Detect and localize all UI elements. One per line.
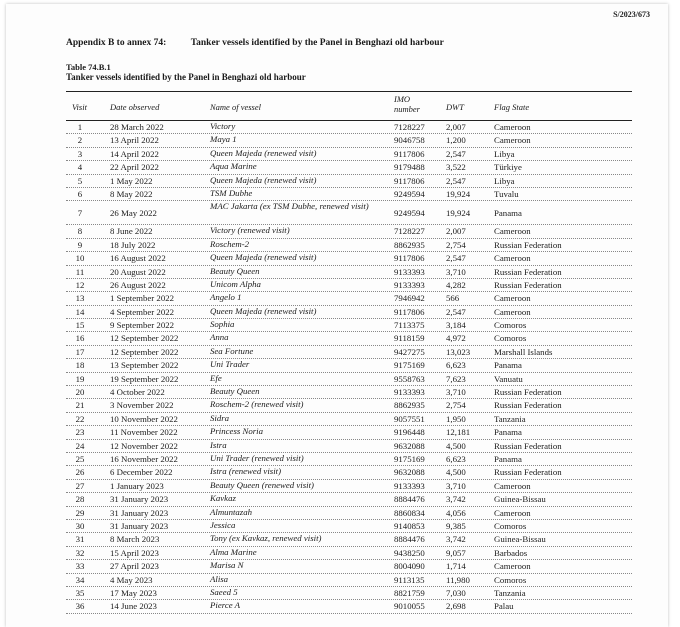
cell-dwt: 2,547 xyxy=(446,306,466,317)
cell-visit: 13 xyxy=(75,293,85,304)
cell-vessel: Saeed 5 xyxy=(210,586,238,597)
cell-visit: 18 xyxy=(75,360,85,371)
cell-date: 3 November 2022 xyxy=(110,400,174,411)
header-date: Date observed xyxy=(110,102,160,112)
cell-flag: Panama xyxy=(494,427,522,438)
cell-flag: Guinea-Bissau xyxy=(494,494,546,505)
cell-vessel: Sophia xyxy=(210,319,235,330)
cell-flag: Comoros xyxy=(494,320,527,331)
cell-flag: Russian Federation xyxy=(494,239,562,250)
cell-imo: 8862935 xyxy=(394,239,425,250)
cell-dwt: 2,007 xyxy=(446,226,466,237)
cell-flag: Cameroon xyxy=(494,306,531,317)
table-row xyxy=(66,266,632,279)
cell-dwt: 4,056 xyxy=(446,507,466,518)
cell-visit: 10 xyxy=(75,253,85,264)
table-row xyxy=(66,306,632,319)
table-row xyxy=(66,319,632,332)
cell-vessel: Kavkaz xyxy=(210,493,236,504)
cell-visit: 20 xyxy=(75,387,85,398)
cell-vessel: Victory (renewed visit) xyxy=(210,225,290,236)
header-vessel: Name of vessel xyxy=(210,102,261,112)
cell-vessel: Queen Majeda (renewed visit) xyxy=(210,252,317,263)
cell-imo: 8862935 xyxy=(394,400,425,411)
cell-vessel: Marisa N xyxy=(210,560,244,571)
cell-imo: 9438250 xyxy=(394,547,425,558)
cell-flag: Tuvalu xyxy=(494,188,519,199)
cell-dwt: 19,924 xyxy=(446,208,471,219)
table-row xyxy=(66,225,632,238)
cell-imo: 9249594 xyxy=(394,208,425,219)
cell-vessel: Beauty Queen (renewed visit) xyxy=(210,479,314,490)
cell-vessel: Unicom Alpha xyxy=(210,278,261,289)
cell-flag: Russian Federation xyxy=(494,387,562,398)
cell-imo: 9427275 xyxy=(394,346,425,357)
cell-vessel: Almuntazah xyxy=(210,506,253,517)
table-row xyxy=(66,466,632,479)
table-row xyxy=(66,507,632,520)
cell-vessel: Tony (ex Kavkaz, renewed visit) xyxy=(210,533,322,544)
cell-date: 16 August 2022 xyxy=(110,253,166,264)
cell-visit: 30 xyxy=(75,520,85,531)
table-row xyxy=(66,399,632,412)
table-row xyxy=(66,413,632,426)
appendix-label: Appendix B to annex 74: xyxy=(66,38,167,48)
cell-dwt: 4,972 xyxy=(446,333,466,344)
table-row xyxy=(66,121,632,134)
cell-visit: 14 xyxy=(75,306,85,317)
cell-vessel: Istra xyxy=(210,439,227,450)
cell-dwt: 3,710 xyxy=(446,480,466,491)
cell-date: 20 August 2022 xyxy=(110,266,166,277)
cell-dwt: 7,623 xyxy=(446,373,466,384)
cell-imo: 9175169 xyxy=(394,360,425,371)
table-row xyxy=(66,252,632,265)
cell-date: 27 April 2023 xyxy=(110,561,159,572)
cell-vessel: Uni Trader (renewed visit) xyxy=(210,452,304,463)
cell-dwt: 3,742 xyxy=(446,494,466,505)
cell-imo: 8860834 xyxy=(394,507,425,518)
cell-date: 12 November 2022 xyxy=(110,440,178,451)
cell-visit: 22 xyxy=(75,413,85,424)
cell-imo: 9133393 xyxy=(394,480,425,491)
cell-visit: 7 xyxy=(77,208,83,219)
cell-dwt: 3,522 xyxy=(446,162,466,173)
cell-visit: 34 xyxy=(75,574,85,585)
cell-visit: 28 xyxy=(75,494,85,505)
cell-flag: Libya xyxy=(494,175,515,186)
cell-imo: 9046758 xyxy=(394,135,425,146)
cell-date: 10 November 2022 xyxy=(110,413,178,424)
cell-visit: 24 xyxy=(75,440,85,451)
cell-date: 26 August 2022 xyxy=(110,279,166,290)
table-row xyxy=(66,533,632,546)
cell-dwt: 2,547 xyxy=(446,175,466,186)
cell-visit: 25 xyxy=(75,453,85,464)
cell-dwt: 9,057 xyxy=(446,547,466,558)
cell-imo: 9558763 xyxy=(394,373,425,384)
cell-date: 9 September 2022 xyxy=(110,320,175,331)
header-flag: Flag State xyxy=(494,102,530,112)
cell-date: 31 January 2023 xyxy=(110,520,169,531)
cell-imo: 9632088 xyxy=(394,440,425,451)
cell-flag: Panama xyxy=(494,360,522,371)
table-row xyxy=(66,440,632,453)
cell-visit: 5 xyxy=(77,175,83,186)
cell-flag: Barbados xyxy=(494,547,528,558)
table-row xyxy=(66,175,632,188)
header-imo: IMO number xyxy=(394,94,420,114)
table-row xyxy=(66,426,632,439)
cell-dwt: 19,924 xyxy=(446,188,471,199)
table-row xyxy=(66,386,632,399)
cell-vessel: Efe xyxy=(210,372,222,383)
table-row xyxy=(66,493,632,506)
cell-visit: 1 xyxy=(77,122,83,132)
cell-vessel: Queen Majeda (renewed visit) xyxy=(210,174,317,185)
cell-dwt: 3,184 xyxy=(446,320,466,331)
cell-vessel: Roschem-2 xyxy=(210,238,250,249)
cell-imo: 9133393 xyxy=(394,279,425,290)
cell-visit: 35 xyxy=(75,587,85,598)
table-row xyxy=(66,332,632,345)
table-row xyxy=(66,560,632,573)
cell-vessel: Queen Majeda (renewed visit) xyxy=(210,305,317,316)
cell-date: 17 May 2023 xyxy=(110,587,157,598)
cell-imo: 9175169 xyxy=(394,453,425,464)
cell-vessel: Pierce A xyxy=(210,600,241,611)
cell-date: 8 March 2023 xyxy=(110,534,160,545)
table-row xyxy=(66,148,632,161)
cell-imo: 7128227 xyxy=(394,122,425,132)
table-header xyxy=(66,92,632,120)
cell-vessel: MAC Jakarta (ex TSM Dubhe, renewed visit) xyxy=(210,201,369,212)
cell-vessel: Beauty Queen xyxy=(210,386,260,397)
cell-vessel: Aqua Marine xyxy=(210,161,257,172)
cell-date: 8 June 2022 xyxy=(110,226,153,237)
cell-date: 31 January 2023 xyxy=(110,494,169,505)
cell-vessel: Queen Majeda (renewed visit) xyxy=(210,147,317,158)
cell-date: 12 September 2022 xyxy=(110,346,179,357)
cell-flag: Cameroon xyxy=(494,293,531,304)
cell-flag: Panama xyxy=(494,453,522,464)
table-row xyxy=(66,587,632,600)
cell-flag: Russian Federation xyxy=(494,400,562,411)
cell-imo: 9179488 xyxy=(394,162,425,173)
cell-imo: 9140853 xyxy=(394,520,425,531)
cell-vessel: Anna xyxy=(210,332,229,343)
cell-date: 14 April 2022 xyxy=(110,148,159,159)
cell-vessel: Maya 1 xyxy=(210,134,237,145)
cell-flag: Comoros xyxy=(494,574,527,585)
cell-visit: 15 xyxy=(75,320,85,331)
cell-date: 19 September 2022 xyxy=(110,373,179,384)
cell-vessel: Beauty Queen xyxy=(210,265,260,276)
cell-flag: Libya xyxy=(494,148,515,159)
cell-date: 8 May 2022 xyxy=(110,188,153,199)
cell-date: 13 April 2022 xyxy=(110,135,159,146)
cell-flag: Russian Federation xyxy=(494,440,562,451)
cell-date: 11 November 2022 xyxy=(110,427,178,438)
cell-flag: Russian Federation xyxy=(494,279,562,290)
cell-visit: 36 xyxy=(75,601,85,612)
cell-date: 1 September 2022 xyxy=(110,293,175,304)
cell-dwt: 3,742 xyxy=(446,534,466,545)
table-row xyxy=(66,520,632,533)
cell-dwt: 4,282 xyxy=(446,279,466,290)
cell-flag: Cameroon xyxy=(494,135,531,146)
cell-imo: 9010055 xyxy=(394,601,425,612)
cell-visit: 4 xyxy=(77,162,83,173)
cell-flag: Palau xyxy=(494,601,514,612)
cell-dwt: 6,623 xyxy=(446,360,466,371)
cell-imo: 7128227 xyxy=(394,226,425,237)
cell-imo: 9133393 xyxy=(394,387,425,398)
cell-flag: Panama xyxy=(494,208,522,219)
cell-flag: Vanuatu xyxy=(494,373,523,384)
appendix-heading xyxy=(66,38,646,48)
cell-imo: 9117806 xyxy=(394,148,425,159)
cell-date: 22 April 2022 xyxy=(110,162,159,173)
cell-imo: 9117806 xyxy=(394,175,425,186)
cell-date: 1 May 2022 xyxy=(110,175,153,186)
cell-vessel: Angelo 1 xyxy=(210,292,242,303)
cell-flag: Cameroon xyxy=(494,253,531,264)
cell-imo: 9117806 xyxy=(394,306,425,317)
cell-visit: 3 xyxy=(77,148,83,159)
cell-flag: Cameroon xyxy=(494,122,531,132)
cell-visit: 17 xyxy=(75,346,85,357)
cell-dwt: 1,200 xyxy=(446,135,466,146)
table-row xyxy=(66,188,632,201)
cell-dwt: 2,007 xyxy=(446,122,466,132)
table-row xyxy=(66,373,632,386)
cell-flag: Russian Federation xyxy=(494,266,562,277)
table-row xyxy=(66,279,632,292)
cell-date: 4 September 2022 xyxy=(110,306,175,317)
cell-date: 14 June 2023 xyxy=(110,601,157,612)
appendix-title: Tanker vessels identified by the Panel in Benghazi old harbour xyxy=(190,38,444,48)
cell-flag: Cameroon xyxy=(494,226,531,237)
cell-dwt: 13,023 xyxy=(446,346,471,357)
cell-dwt: 566 xyxy=(446,293,460,304)
table-row xyxy=(66,201,632,225)
cell-dwt: 4,500 xyxy=(446,440,466,451)
table-row xyxy=(66,292,632,305)
cell-vessel: Alisa xyxy=(210,573,229,584)
cell-vessel: Uni Trader xyxy=(210,359,250,370)
document-symbol: S/2023/673 xyxy=(613,10,650,19)
cell-imo: 8884476 xyxy=(394,534,425,545)
cell-date: 15 April 2023 xyxy=(110,547,159,558)
table-row xyxy=(66,574,632,587)
cell-vessel: Sidra xyxy=(210,412,230,423)
cell-imo: 7113375 xyxy=(394,320,425,331)
cell-vessel: Alma Marine xyxy=(210,546,257,557)
cell-visit: 12 xyxy=(75,279,85,290)
table-row xyxy=(66,346,632,359)
cell-visit: 33 xyxy=(75,561,85,572)
cell-dwt: 3,710 xyxy=(446,387,466,398)
cell-dwt: 9,385 xyxy=(446,520,466,531)
cell-dwt: 2,698 xyxy=(446,601,466,612)
cell-dwt: 2,547 xyxy=(446,253,466,264)
cell-vessel: Istra (renewed visit) xyxy=(210,466,282,477)
cell-dwt: 3,710 xyxy=(446,266,466,277)
cell-imo: 9249594 xyxy=(394,188,425,199)
cell-flag: Cameroon xyxy=(494,507,531,518)
cell-imo: 7946942 xyxy=(394,293,425,304)
cell-dwt: 1,950 xyxy=(446,413,466,424)
cell-visit: 29 xyxy=(75,507,85,518)
cell-date: 4 May 2023 xyxy=(110,574,153,585)
cell-flag: Comoros xyxy=(494,333,527,344)
cell-visit: 19 xyxy=(75,373,85,384)
cell-dwt: 4,500 xyxy=(446,467,466,478)
cell-dwt: 6,623 xyxy=(446,453,466,464)
cell-date: 26 May 2022 xyxy=(110,208,157,219)
cell-imo: 9632088 xyxy=(394,467,425,478)
cell-date: 18 July 2022 xyxy=(110,239,156,250)
cell-dwt: 12,181 xyxy=(446,427,471,438)
cell-vessel: Victory xyxy=(210,121,236,131)
cell-visit: 16 xyxy=(75,333,85,344)
header-dwt: DWT xyxy=(446,102,464,112)
cell-date: 13 September 2022 xyxy=(110,360,179,371)
table-row xyxy=(66,161,632,174)
cell-visit: 11 xyxy=(75,266,85,277)
cell-visit: 2 xyxy=(77,135,83,146)
cell-visit: 21 xyxy=(75,400,85,411)
cell-flag: Türkiye xyxy=(494,162,522,173)
cell-visit: 31 xyxy=(75,534,85,545)
cell-vessel: Jessica xyxy=(210,519,236,530)
table-row xyxy=(66,239,632,252)
cell-vessel: Princess Noria xyxy=(210,426,264,437)
cell-flag: Russian Federation xyxy=(494,467,562,478)
table-row xyxy=(66,359,632,372)
cell-visit: 6 xyxy=(77,188,83,199)
cell-dwt: 2,547 xyxy=(446,148,466,159)
cell-imo: 9057551 xyxy=(394,413,425,424)
cell-vessel: Sea Fortune xyxy=(210,345,254,356)
cell-vessel: TSM Dubhe xyxy=(210,187,253,198)
table-body xyxy=(66,121,632,614)
cell-visit: 23 xyxy=(75,427,85,438)
cell-date: 12 September 2022 xyxy=(110,333,179,344)
cell-flag: Cameroon xyxy=(494,561,531,572)
cell-flag: Guinea-Bissau xyxy=(494,534,546,545)
table-title: Tanker vessels identified by the Panel in Benghazi old harbour xyxy=(66,72,306,82)
cell-visit: 8 xyxy=(77,226,83,237)
cell-date: 1 January 2023 xyxy=(110,480,164,491)
cell-date: 6 December 2022 xyxy=(110,467,173,478)
cell-imo: 8884476 xyxy=(394,494,425,505)
cell-imo: 8821759 xyxy=(394,587,425,598)
header-visit: Visit xyxy=(72,102,87,112)
table-row xyxy=(66,480,632,493)
document-page xyxy=(6,4,668,627)
cell-visit: 27 xyxy=(75,480,85,491)
cell-flag: Comoros xyxy=(494,520,527,531)
table-row xyxy=(66,134,632,147)
cell-visit: 32 xyxy=(75,547,85,558)
cell-visit: 26 xyxy=(75,467,85,478)
cell-dwt: 2,754 xyxy=(446,400,466,411)
cell-imo: 9113135 xyxy=(394,574,425,585)
cell-dwt: 2,754 xyxy=(446,239,466,250)
cell-date: 28 March 2022 xyxy=(110,122,164,132)
table-row xyxy=(66,547,632,560)
cell-date: 4 October 2022 xyxy=(110,387,165,398)
cell-flag: Cameroon xyxy=(494,480,531,491)
cell-dwt: 7,030 xyxy=(446,587,466,598)
cell-flag: Tanzania xyxy=(494,413,526,424)
cell-flag: Marshall Islands xyxy=(494,346,553,357)
cell-imo: 9133393 xyxy=(394,266,425,277)
table-row xyxy=(66,600,632,613)
table-row xyxy=(66,453,632,466)
cell-vessel: Roschem-2 (renewed visit) xyxy=(210,399,304,410)
cell-imo: 8004090 xyxy=(394,561,425,572)
cell-visit: 9 xyxy=(77,239,83,250)
table-number: Table 74.B.1 xyxy=(66,62,111,72)
cell-date: 16 November 2022 xyxy=(110,453,178,464)
cell-flag: Tanzania xyxy=(494,587,526,598)
cell-dwt: 1,714 xyxy=(446,561,466,572)
cell-imo: 9117806 xyxy=(394,253,425,264)
cell-imo: 9118159 xyxy=(394,333,425,344)
cell-dwt: 11,980 xyxy=(446,574,470,585)
cell-date: 31 January 2023 xyxy=(110,507,169,518)
cell-imo: 9196448 xyxy=(394,427,425,438)
